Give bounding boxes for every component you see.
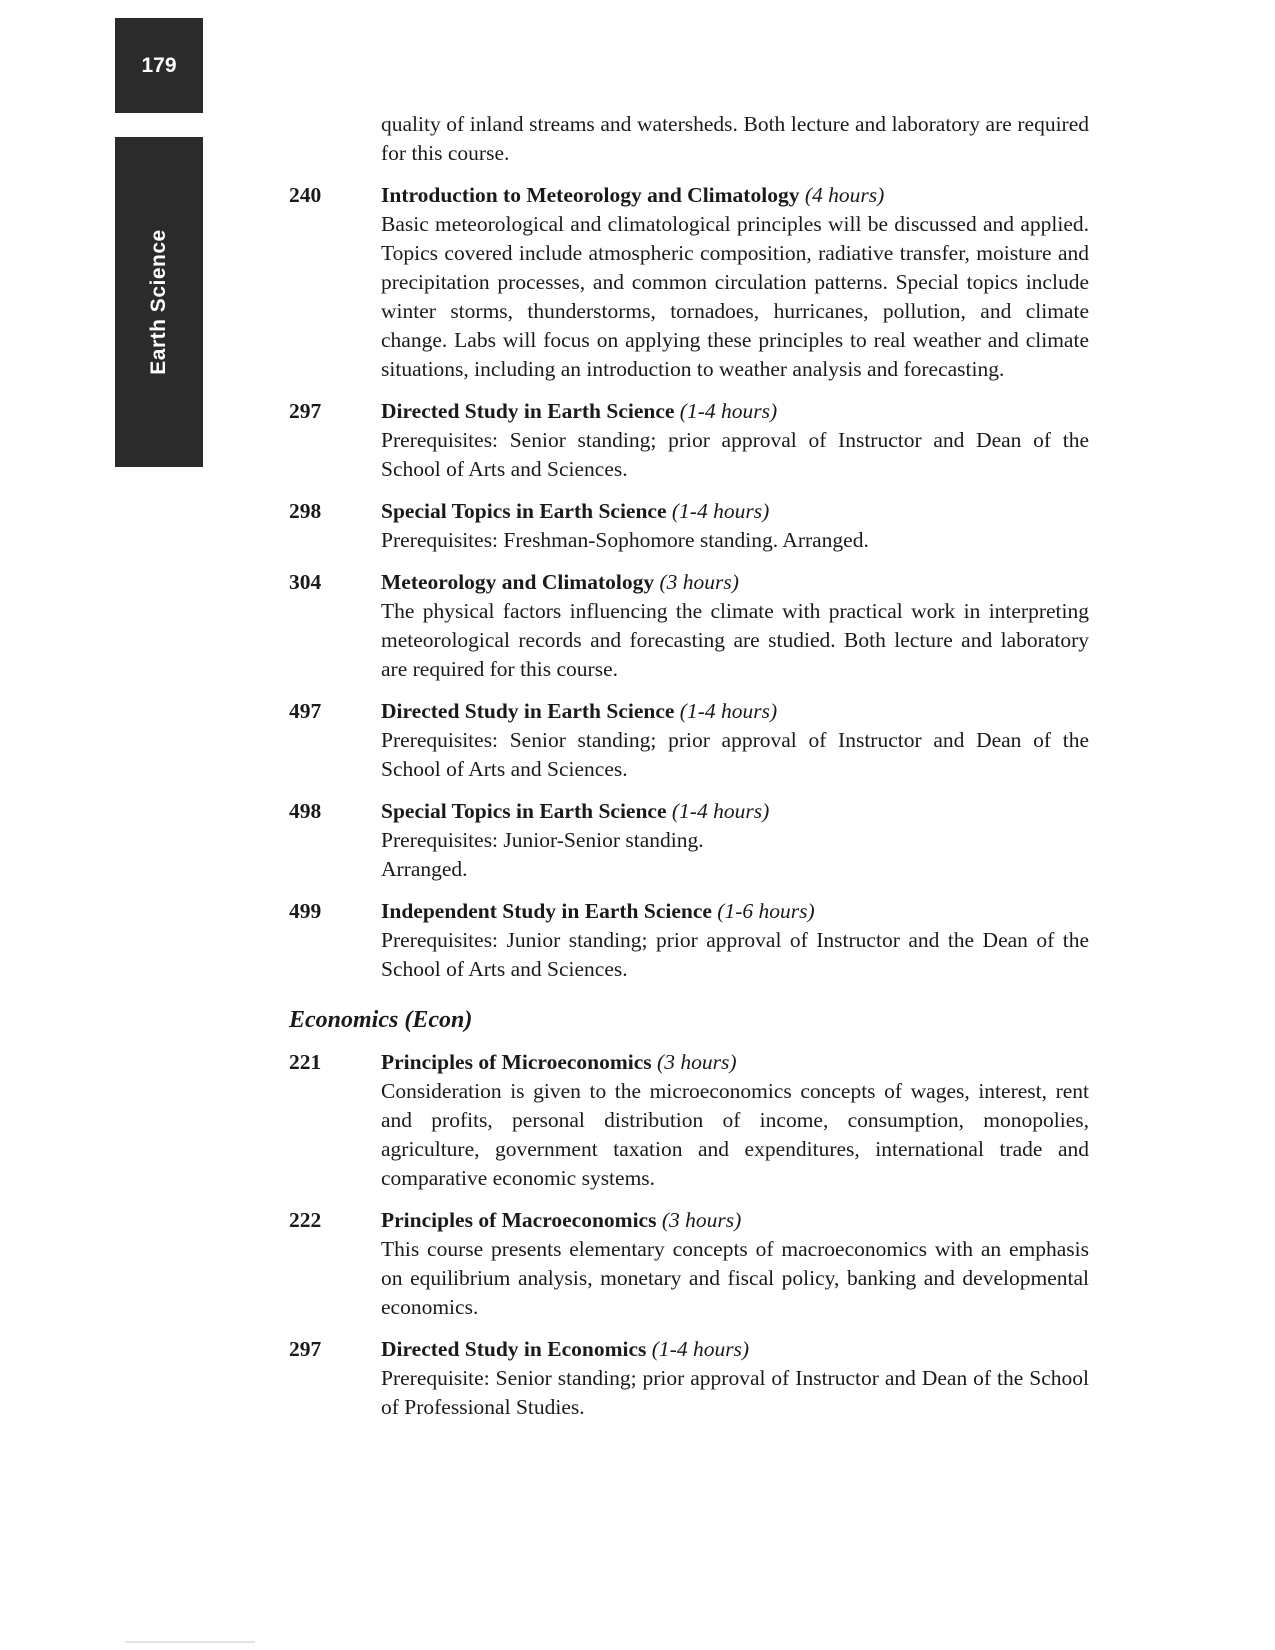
course-code: 297: [289, 399, 322, 423]
course-code: 498: [289, 799, 322, 823]
course-title: Introduction to Meteorology and Climatology: [381, 183, 800, 207]
course-description: Prerequisites: Junior standing; prior approval of Instructor and the Dean of the School of Arts and Sciences.: [381, 928, 1089, 981]
course-code: 222: [289, 1208, 322, 1232]
course-description: Prerequisites: Freshman-Sophomore standing. Arranged.: [381, 528, 869, 552]
course-entry: [289, 568, 1089, 684]
course-code: 298: [289, 499, 322, 523]
course-entry: [289, 697, 1089, 784]
course-description: Prerequisites: Junior-Senior standing.: [381, 828, 704, 852]
course-hours: (3 hours): [661, 1208, 742, 1232]
page-number: 179: [115, 18, 203, 113]
course-title: Independent Study in Earth Science: [381, 899, 712, 923]
course-code: 240: [289, 183, 322, 207]
course-hours: (1-6 hours): [717, 899, 815, 923]
economics-course-list: [289, 1048, 1089, 1422]
course-description: Consideration is given to the microeconomics concepts of wages, interest, rent and profits, personal distribution of income, consumption, monopolies, agriculture, government taxation and expenditures, international trade and comparative economic systems.: [381, 1079, 1089, 1190]
course-title: Special Topics in Earth Science: [381, 799, 667, 823]
course-title: Meteorology and Climatology: [381, 570, 655, 594]
intro-continuation: quality of inland streams and watersheds. Both lecture and laboratory are required for this course.: [381, 112, 1089, 165]
course-hours: (1-4 hours): [651, 1337, 750, 1361]
course-note: Arranged.: [381, 857, 468, 881]
course-hours: (1-4 hours): [679, 699, 778, 723]
course-hours: (3 hours): [657, 1050, 737, 1074]
side-tab-label: Earth Science: [147, 229, 170, 375]
course-title: Principles of Microeconomics: [381, 1050, 652, 1074]
page-content: [289, 110, 1089, 1422]
course-description: Basic meteorological and climatological principles will be discussed and applied. Topics covered include atmospheric composition, radiative transfer, moisture and precipitation processes, and common circulation patterns. Special topics include winter storms, thunderstorms, tornadoes, hurricanes, pollution, and climate change. Labs will focus on applying these principles to real weather and climate situations, including an introduction to weather analysis and forecasting.: [381, 212, 1089, 381]
course-description: This course presents elementary concepts of macroeconomics with an emphasis on equilibrium analysis, monetary and fiscal policy, banking and developmental economics.: [381, 1237, 1089, 1319]
course-title: Directed Study in Economics: [381, 1337, 647, 1361]
course-hours: (4 hours): [804, 183, 885, 207]
course-code: 304: [289, 570, 322, 594]
course-title: Special Topics in Earth Science: [381, 499, 667, 523]
section-side-tab: [115, 137, 203, 467]
course-code: 221: [289, 1050, 322, 1074]
bottom-divider: [125, 1641, 255, 1643]
course-code: 499: [289, 899, 322, 923]
course-hours: (1-4 hours): [671, 799, 770, 823]
course-entry: [289, 1206, 1089, 1322]
course-title: Directed Study in Earth Science: [381, 399, 675, 423]
section-heading: Economics (Econ): [289, 1007, 473, 1033]
course-entry: [289, 797, 1089, 884]
course-hours: (3 hours): [659, 570, 739, 594]
course-code: 497: [289, 699, 322, 723]
course-title: Directed Study in Earth Science: [381, 699, 675, 723]
course-description: Prerequisites: Senior standing; prior approval of Instructor and Dean of the School of Arts and Sciences.: [381, 728, 1089, 781]
earth-science-course-list: [289, 181, 1089, 984]
course-code: 297: [289, 1337, 322, 1361]
course-description: The physical factors influencing the climate with practical work in interpreting meteorological records and forecasting are studied. Both lecture and laboratory are required for this course.: [381, 599, 1089, 681]
course-hours: (1-4 hours): [679, 399, 778, 423]
course-entry: [289, 181, 1089, 384]
course-title: Principles of Macroeconomics: [381, 1208, 657, 1232]
course-hours: (1-4 hours): [671, 499, 770, 523]
course-entry: [289, 1048, 1089, 1193]
course-description: Prerequisites: Senior standing; prior approval of Instructor and Dean of the School of Arts and Sciences.: [381, 428, 1089, 481]
course-entry: [289, 397, 1089, 484]
course-entry: [289, 497, 1089, 555]
course-description: Prerequisite: Senior standing; prior approval of Instructor and Dean of the School of Professional Studies.: [381, 1366, 1089, 1419]
course-entry: [289, 1335, 1089, 1422]
course-entry: [289, 897, 1089, 984]
